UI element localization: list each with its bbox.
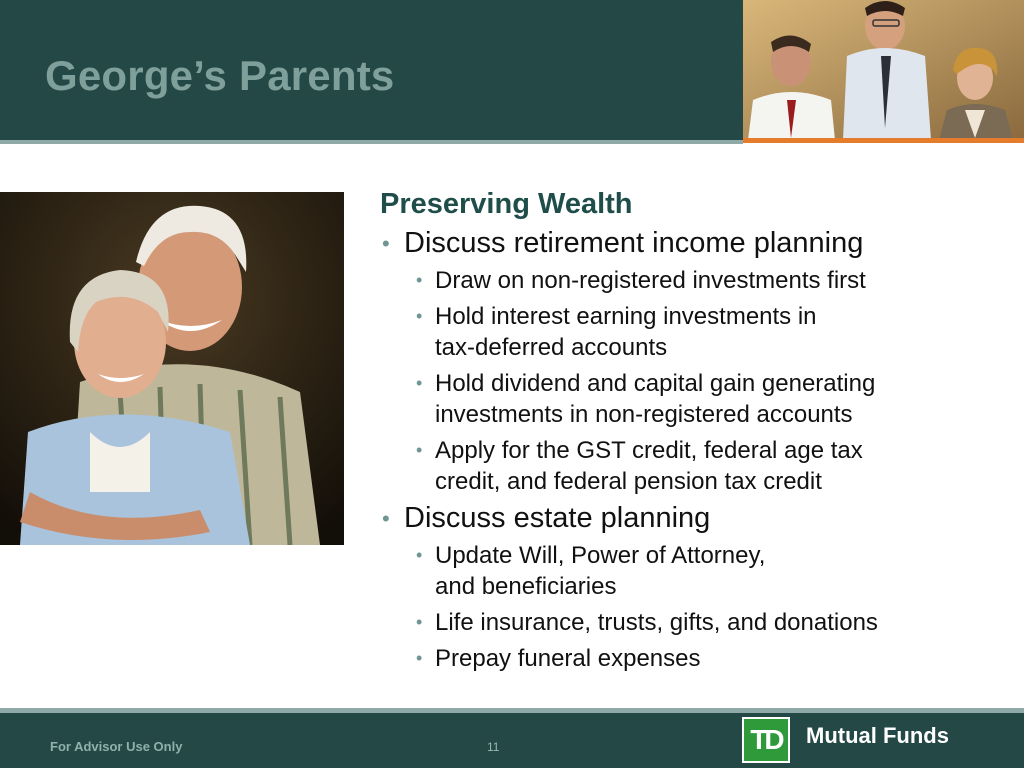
bullet-estate-planning: • Discuss estate planning	[380, 501, 1000, 535]
brand-name: Mutual Funds	[806, 723, 949, 748]
sub-bullet: • Draw on non-registered investments first	[380, 265, 1000, 296]
header-divider	[0, 140, 743, 144]
slide-title: George’s Parents	[45, 52, 395, 99]
bullet-retirement-planning: • Discuss retirement income planning	[380, 226, 1000, 260]
advisor-notice: For Advisor Use Only	[50, 739, 183, 754]
page-number: 11	[487, 740, 500, 754]
sub-bullet: • Update Will, Power of Attorney, and beneficiaries	[380, 540, 1000, 602]
sub-bullet: • Hold interest earning investments in tax-deferred accounts	[380, 301, 1000, 363]
business-team-photo	[743, 0, 1024, 140]
sub-bullet: • Life insurance, trusts, gifts, and donations	[380, 607, 1000, 638]
sub-bullet: • Hold dividend and capital gain generating investments in non-registered accounts	[380, 368, 1000, 430]
section-heading: Preserving Wealth	[380, 188, 633, 220]
sub-bullet: • Apply for the GST credit, federal age tax credit, and federal pension tax credit	[380, 435, 1000, 497]
content-area	[380, 186, 1000, 674]
header-accent-line	[743, 138, 1024, 143]
sub-bullet: • Prepay funeral expenses	[380, 643, 1000, 674]
retired-couple-photo	[0, 192, 344, 545]
td-logo-icon: TD	[742, 717, 790, 763]
